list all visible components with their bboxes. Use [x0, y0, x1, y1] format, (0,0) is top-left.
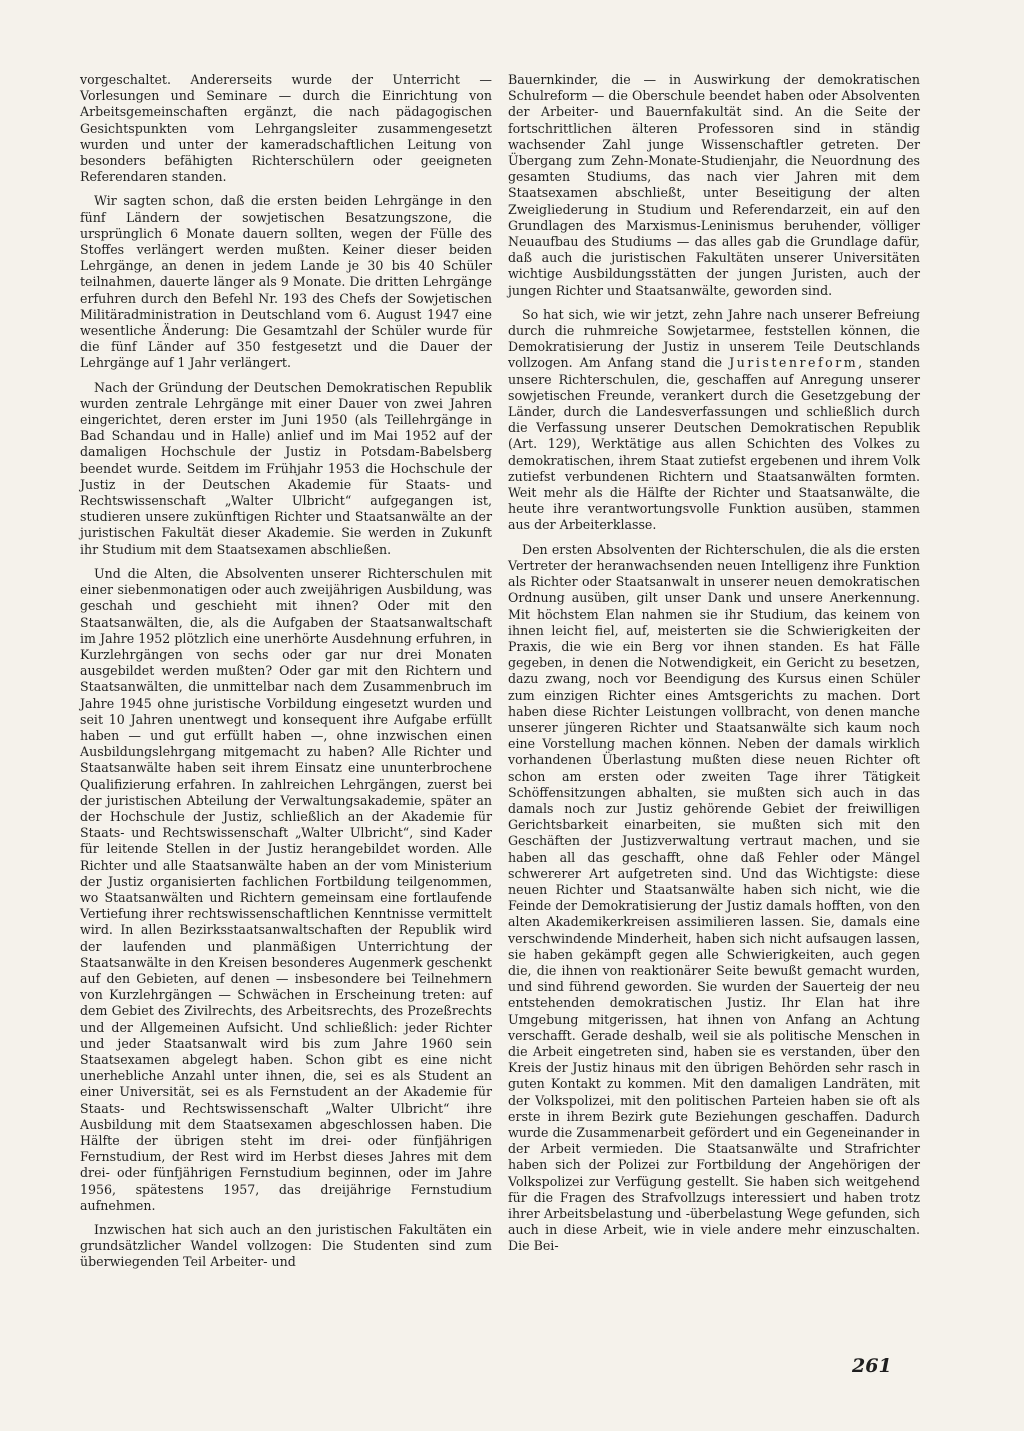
paragraph — [508, 307, 920, 534]
paragraph: Bauernkinder, die — in Auswirkung der demokratischen Schulreform — die Oberschule beendet haben oder Absolventen der Arbeiter- und Bauernfakultät sind. An die Seite der fortschrittlichen älteren Professoren sind in ständig wachsender Zahl junge Wissenschaftler getreten. Der Übergang zum Zehn-Monate-Studienjahr, die Neuordnung des gesamten Studiums, das nach vier Jahren mit dem Staatsexamen abschließt, unter Beseitigung der alten Zweigliederung in Studium und Referendarzeit, ein auf den Grundlagen des Marxismus-Leninismus beruhender, völliger Neuaufbau des Studiums — das alles gab die Grundlage dafür, daß auch die juristischen Fakultäten unserer Universitäten wichtige Ausbildungsstätten der jungen Juristen, auch der jungen Richter und Staatsanwälte, geworden sind. — [508, 72, 920, 298]
paragraph: Nach der Gründung der Deutschen Demokratischen Republik wurden zentrale Lehrgänge mit einer Dauer von zwei Jahren eingerichtet, deren erster im Juni 1950 (als Teillehrgänge in Bad Schandau und in Halle) anlief und im Mai 1952 auf der damaligen Hochschule der Justiz in Potsdam-Babelsberg beendet wurde. Seitdem im Frühjahr 1953 die Hochschule der Justiz in der Deutschen Akademie für Staats- und Rechtswissenschaft „Walter Ulbricht“ aufgegangen ist, studieren unsere zukünftigen Richter und Staatsanwälte an der juristischen Fakultät dieser Akademie. Sie werden in Zukunft ihr Studium mit dem Staatsexamen abschließen. — [80, 379, 492, 557]
paragraph: Den ersten Absolventen der Richterschulen, die als die ersten Vertreter der heranwachsenden neuen Intelligenz ihre Funktion als Richter oder Staatsanwalt in unserer neuen demokratischen Ordnung ausüben, gilt unser Dank und unsere Anerkennung. Mit höchstem Elan nahmen sie ihr Studium, das keinem von ihnen leicht fiel, auf, meisterten sie die Schwierigkeiten der Praxis, die wie ein Berg vor ihnen standen. Es hat Fälle gegeben, in denen die Notwendigkeit, ein Gericht zu besetzen, dazu zwang, noch vor Beendigung des Kursus einen Schüler zum einzigen Richter eines Amtsgerichts zu machen. Dort haben diese Richter Leistungen vollbracht, von denen manche unserer jüngeren Richter und Staatsanwälte sich kaum noch eine Vorstellung machen können. Neben der damals wirklich vorhandenen Überlastung mußten diese neuen Richter oft schon am ersten oder zweiten Tage ihrer Tätigkeit Schöffensitzungen abhalten, sie mußten sich auch in das damals noch zur Justiz gehörende Gebiet der freiwilligen Gerichtsbarkeit einarbeiten, sie mußten sich mit den Geschäften der Justizverwaltung vertraut machen, und sie haben all das geschafft, ohne daß Fehler oder Mängel schwererer Art aufgetreten sind. Und das Wichtigste: diese neuen Richter und Staatsanwälte haben sich nicht, wie die Feinde der Demokratisierung der Justiz damals hofften, von den alten Akademikerkreisen assimilieren lassen. Sie, damals eine verschwindende Minderheit, haben sich nicht aufsaugen lassen, sie haben gekämpft gegen alle Schwierigkeiten, auch gegen die, die ihnen von reaktionärer Seite bewußt gemacht wurden, und sind führend geworden. Sie wurden der Sauerteig der neu entstehenden demokratischen Justiz. Ihr Elan hat ihre Umgebung mitgerissen, hat ihnen von Anfang an Achtung verschafft. Gerade deshalb, weil sie als politische Menschen in die Arbeit eingetreten sind, haben sie es verstanden, über den Kreis der Justiz hinaus mit den übrigen Behörden sehr rasch in guten Kontakt zu kommen. Mit den damaligen Landräten, mit der Volkspolizei, mit den politischen Parteien haben sie oft als erste in ihrem Bezirk gute Beziehungen geschaffen. Dadurch wurde die Zusammenarbeit gefördert und ein Gegeneinander in der Arbeit vermieden. Die Staatsanwälte und Strafrichter haben sich der Polizei zur Fortbildung der Angehörigen der Volkspolizei zur Verfügung gestellt. Sie haben sich weitgehend für die Fragen des Strafvollzugs interessiert und haben trotz ihrer Arbeitsbelastung und -überbelastung Wege gefunden, sich auch in diese Arbeit, wie in viele andere mehr einzuschalten. Die Bei- — [508, 541, 920, 1254]
paragraph-text: , standen unsere Richterschulen, die, geschaffen auf Anregung unserer sowjetischen Freunde, verankert durch die Gesetzgebung der Länder, durch die Landesverfassungen und schließlich durch die Verfassung unserer Deutschen Demokratischen Republik (Art. 129), Werktätige aus allen Schichten des Volkes zu demokratischen, ihrem Staat zutiefst ergebenen und ihrem Volk zutiefst verbundenen Richtern und Staatsanwälten formten. Weit mehr als die Hälfte der Richter und Staatsanwälte, die heute ihre verantwortungsvolle Funktion ausüben, stammen aus der Arbeiterklasse. — [508, 355, 920, 533]
page-number: 261 — [852, 1355, 892, 1377]
paragraph: Inzwischen hat sich auch an den juristischen Fakultäten ein grundsätzlicher Wandel vollzogen: Die Studenten sind zum überwiegenden Teil Arbeiter- und — [80, 1222, 492, 1270]
paragraph: Wir sagten schon, daß die ersten beiden Lehrgänge in den fünf Ländern der sowjetischen Besatzungszone, die ursprünglich 6 Monate dauern sollten, wegen der Fülle des Stoffes verlängert werden mußten. Keiner dieser beiden Lehrgänge, an denen in jedem Lande je 30 bis 40 Schüler teilnahmen, dauerte länger als 9 Monate. Die dritten Lehrgänge erfuhren durch den Befehl Nr. 193 des Chefs der Sowjetischen Militäradministration in Deutschland vom 6. August 1947 eine wesentliche Änderung: Die Gesamtzahl der Schüler wurde für die fünf Länder auf 350 festgesetzt und die Dauer der Lehrgänge auf 1 Jahr verlängert. — [80, 193, 492, 371]
paragraph-text: So hat sich, wie wir jetzt, zehn Jahre nach unserer Befreiung durch die ruhmreiche Sowjetarmee, feststellen können, die Demokratisierung der Justiz in unserem Teile Deutschlands vollzogen. Am Anfang stand die — [508, 306, 920, 371]
right-column — [508, 72, 920, 1263]
emphasized-term: Juristenreform — [729, 355, 859, 371]
paragraph: Und die Alten, die Absolventen unserer Richterschulen mit einer siebenmonatigen oder auch zweijährigen Ausbildung, was geschah und geschieht mit ihnen? Oder mit den Staatsanwälten, die, als die Aufgaben der Staatsanwaltschaft im Jahre 1952 plötzlich eine unerhörte Ausdehnung erfuhren, in Kurzlehrgängen von sechs oder gar nur drei Monaten ausgebildet werden mußten? Oder gar mit den Richtern und Staatsanwälten, die unmittelbar nach dem Zusammenbruch im Jahre 1945 ohne juristische Vorbildung eingesetzt wurden und seit 10 Jahren unentwegt und konsequent ihre Aufgabe erfüllt haben — und gut erfüllt haben —, ohne inzwischen einen Ausbildungslehrgang mitgemacht zu haben? Alle Richter und Staatsanwälte haben seit ihrem Einsatz eine ununterbrochene Qualifizierung erfahren. In zahlreichen Lehrgängen, zuerst bei der juristischen Abteilung der Verwaltungsakademie, später an der Hochschule der Justiz, schließlich an der Akademie für Staats- und Rechtswissenschaft „Walter Ulbricht“, sind Kader für leitende Stellen in der Justiz herangebildet worden. Alle Richter und alle Staatsanwälte haben an der vom Ministerium der Justiz organisierten fachlichen Fortbildung teilgenommen, wo Staatsanwälten und Richtern gemeinsam eine fortlaufende Vertiefung ihrer rechtswissenschaftlichen Kenntnisse vermittelt wird. In allen Bezirksstaatsanwaltschaften der Republik wird der laufenden und planmäßigen Unterrichtung der Staatsanwälte in den Kreisen besonderes Augenmerk geschenkt auf den Gebieten, auf denen — insbesondere bei Teilnehmern von Kurzlehrgängen — Schwächen in Erscheinung treten: auf dem Gebiet des Zivilrechts, des Arbeitsrechts, des Prozeßrechts und der Allgemeinen Aufsicht. Und schließlich: jeder Richter und jeder Staatsanwalt wird bis zum Jahre 1960 sein Staatsexamen abgelegt haben. Schon gibt es eine nicht unerhebliche Anzahl unter ihnen, die, sei es als Student an einer Universität, sei es als Fernstudent an der Akademie für Staats- und Rechtswissenschaft „Walter Ulbricht“ ihre Ausbildung mit dem Staatsexamen abgeschlossen haben. Die Hälfte der übrigen steht im drei- oder fünfjährigen Fernstudium, der Rest wird im Herbst dieses Jahres mit dem drei- oder fünfjährigen Fernstudium beginnen, oder im Jahre 1956, spätestens 1957, das dreijährige Fernstudium aufnehmen. — [80, 565, 492, 1213]
left-column — [80, 72, 492, 1279]
paragraph: vorgeschaltet. Andererseits wurde der Unterricht — Vorlesungen und Seminare — durch die Einrichtung von Arbeitsgemeinschaften ergänzt, die nach pädagogischen Gesichtspunkten vom Lehrgangsleiter zusammengesetzt wurden und unter der kameradschaftlichen Leitung von besonders befähigten Richterschülern oder geeigneten Referendaren standen. — [80, 72, 492, 185]
